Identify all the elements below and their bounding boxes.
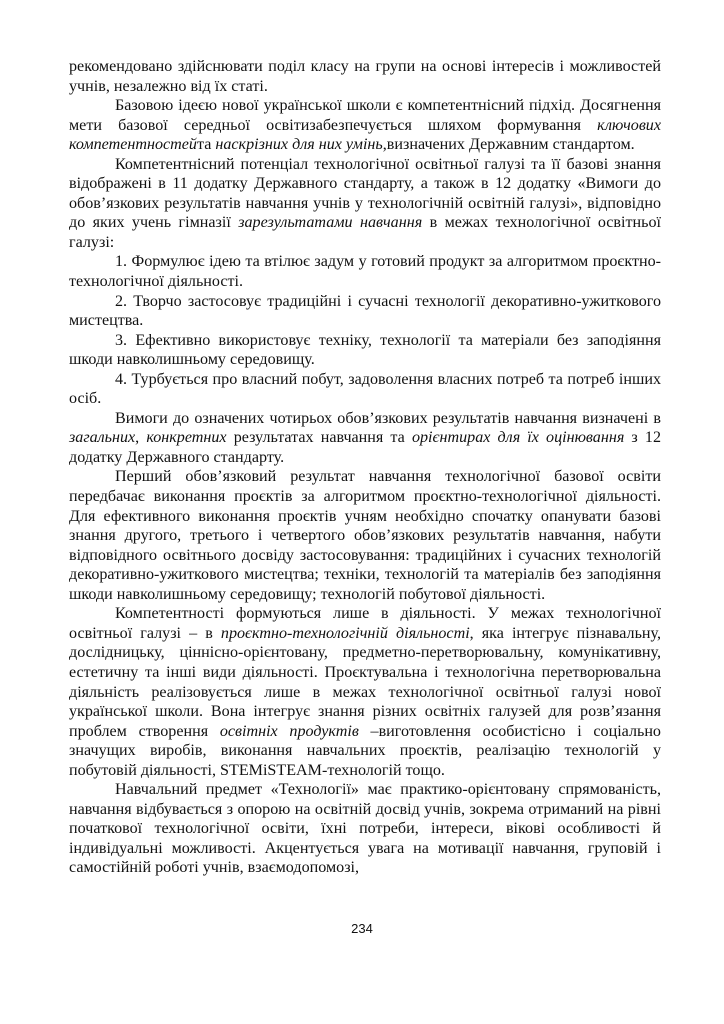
document-body: [69, 57, 661, 878]
paragraph-requirements: Вимоги до означених чотирьох обов’язкових результатів навчання визначені в загальних, конкретних результатах навчання та орієнтирах для їх оцінювання з 12 додатку Державного стандарту.: [69, 409, 662, 466]
paragraph-competence-approach: Базовою ідеєю нової української школи є компетентнісний підхід. Досягнення мети базової середньої освітизабезпечується шляхом формування ключових компетентностейта наскрізних для них умінь,визначених Державним стандартом.: [69, 97, 661, 154]
paragraph-competences-activity: Компетентності формуються лише в діяльності. У межах технологічної освітньої галузі – в проєктно-технологічній діяльності, яка інтегрує пізнавальну, дослідницьку, ціннісно-орієнтовану, предметно-перетворювальну, комунікативну, естетичну та інші види діяльності. Проєктувальна і технологічна перетворювальна діяльність реалізовується лише в межах технологічної освітньої галузі нової української школи. Вона інтегрує знання різних освітніх галузей для розв’язання проблем створення освітніх продуктів –виготовлення особистісно і соціально значущих виробів, виконання навчальних проєктів, реалізацію технологій у побутовій діяльності, STEMiSTEAM-технологій тощо.: [69, 605, 661, 779]
list-item: 3. Ефективно використовує техніку, технології та матеріали без заподіяння шкоди навколишньому середовищу.: [69, 331, 661, 369]
paragraph-first-result: Перший обов’язковий результат навчання технологічної базової освіти передбачає виконання проєктів за алгоритмом проєктно-технологічної діяльності. Для ефективного виконання проєктів учням необхідно спочатку опанувати базові знання другого, третього і четвертого обов’язкових результатів навчання, набути відповідного освітнього досвіду застосовування: традиційних і сучасних технологій декоративно-ужиткового мистецтва; техніки, технологій та матеріалів без заподіяння шкоди навколишньому середовищу; технологій побутової діяльності.: [69, 468, 661, 603]
paragraph-subject-technologies: Навчальний предмет «Технології» має практико-орієнтовану спрямованість, навчання відбувається з опорою на освітній досвід учнів, зокрема отриманий на рівні початкової технологічної освіти, їхні потреби, інтереси, вікові особливості й індивідуальні можливості. Акцентується увага на мотивації навчання, груповій і самостійній роботі учнів, взаємодопомозі,: [69, 781, 661, 877]
paragraph-continuation: рекомендовано здійснювати поділ класу на групи на основі інтересів і можливостей учнів, незалежно від їх статі.: [69, 58, 661, 95]
page-number: 234: [351, 921, 373, 936]
list-item: 2. Творчо застосовує традиційні і сучасні технології декоративно-ужиткового мистецтва.: [69, 292, 661, 330]
paragraph-competence-potential: Компетентнісний потенціал технологічної освітньої галузі та її базові знання відображені в 11 додатку Державного стандарту, а також в 12 додатку «Вимоги до обов’язкових результатів навчання учнів у технологічній освітній галузі», відповідно до яких учень гімназії зарезультатами навчання в межах технологічної освітньої галузі:: [69, 155, 661, 251]
list-item: 1. Формулює ідею та втілює задум у готовий продукт за алгоритмом проєктно-технологічної діяльності.: [69, 253, 661, 291]
list-item: 4. Турбується про власний побут, задоволення власних потреб та потреб інших осіб.: [69, 370, 661, 408]
